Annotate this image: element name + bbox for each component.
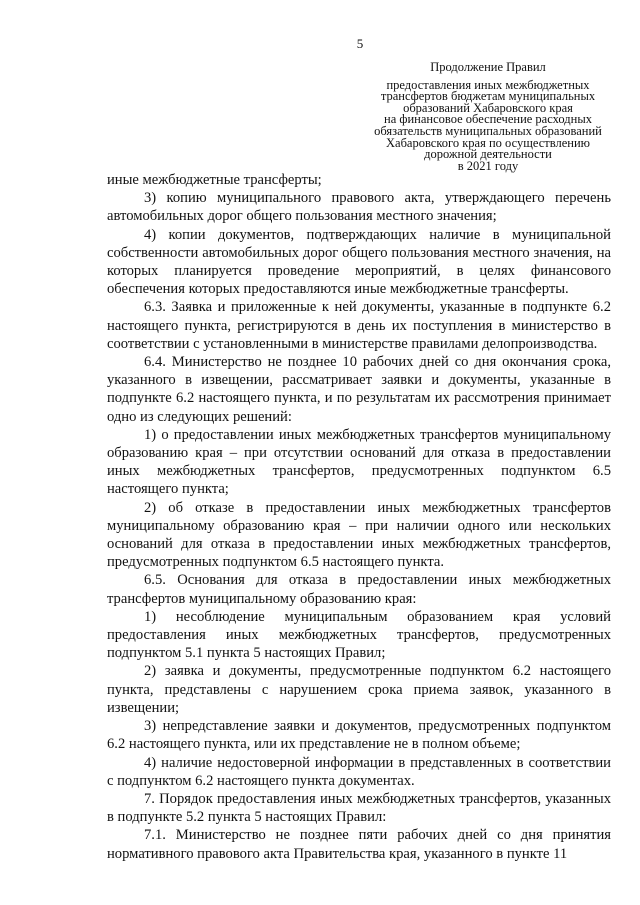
header-line: предоставления иных межбюджетных <box>386 77 590 92</box>
header-line: обязательств муниципальных образований <box>374 123 602 138</box>
header-line: в 2021 году <box>457 158 519 173</box>
paragraph: 2) об отказе в предоставлении иных межбюджетных трансфертов муниципальному образованию края – при наличии одного или нескольких оснований для отказа в предоставлении иных межбюджетных трансфертов, предусмотренных подпунктом 6.5 настоящего пункта. <box>107 499 611 571</box>
page-header <box>353 62 623 172</box>
paragraph: 2) заявка и документы, предусмотренные подпунктом 6.2 настоящего пункта, представлены с нарушением срока приема заявок, указанного в извещении; <box>107 663 611 716</box>
page-number: 5 <box>356 36 364 51</box>
paragraph: иные межбюджетные трансферты; <box>107 172 322 188</box>
paragraph: 1) несоблюдение муниципальным образованием края условий предоставления иных межбюджетных трансфертов, предусмотренных подпунктом 5.1 пункта 5 настоящих Правил; <box>107 608 611 662</box>
paragraph: 6.4. Министерство не позднее 10 рабочих дней со дня окончания срока, указанного в извещении, рассматривает заявки и документы, указанные в подпункте 6.2 настоящего пункта, и по результатам их рассмотрения принимает одно из следующих решений: <box>107 354 611 425</box>
header-continuation: Продолжение Правил <box>430 60 546 74</box>
paragraph: 6.5. Основания для отказа в предоставлении иных межбюджетных трансфертов муниципальному образованию края: <box>107 572 611 607</box>
document-body <box>107 171 611 863</box>
header-line: трансфертов бюджетам муниципальных <box>380 89 596 104</box>
paragraph: 7.1. Министерство не позднее пяти рабочих дней со дня принятия нормативного правового акта Правительства края, указанного в пункте 11 <box>107 827 611 862</box>
header-line: дорожной деятельности <box>424 147 552 162</box>
header-line: на финансовое обеспечение расходных <box>384 112 592 127</box>
paragraph: 4) копии документов, подтверждающих наличие в муниципальной собственности автомобильных дорог общего пользования местного значения, на которых планируется проведение мероприятий, в целях финансового обеспечения которых предоставляются иные межбюджетные трансферты. <box>107 226 611 298</box>
header-line: образований Хабаровского края <box>403 100 573 115</box>
paragraph: 3) копию муниципального правового акта, утверждающего перечень автомобильных дорог общего пользования местного значения; <box>107 190 611 225</box>
paragraph: 3) непредставление заявки и документов, предусмотренных подпунктом 6.2 настоящего пункта, или их представление не в полном объеме; <box>107 718 611 753</box>
paragraph: 1) о предоставлении иных межбюджетных трансфертов муниципальному образованию края – при отсутствии оснований для отказа в предоставлении иных межбюджетных трансфертов, предусмотренных подпунктом 6.5 настоящего пункта; <box>107 426 611 498</box>
paragraph: 7. Порядок предоставления иных межбюджетных трансфертов, указанных в подпункте 5.2 пункта 5 настоящих Правил: <box>107 790 611 826</box>
paragraph: 6.3. Заявка и приложенные к ней документы, указанные в подпункте 6.2 настоящего пункта, регистрируются в день их поступления в министерство в соответствии с установленными в министерстве правилами делопроизводства. <box>107 299 611 352</box>
header-line: Хабаровского края по осуществлению <box>386 135 590 150</box>
paragraph: 4) наличие недостоверной информации в представленных в соответствии с подпунктом 6.2 настоящего пункта документах. <box>107 754 611 789</box>
